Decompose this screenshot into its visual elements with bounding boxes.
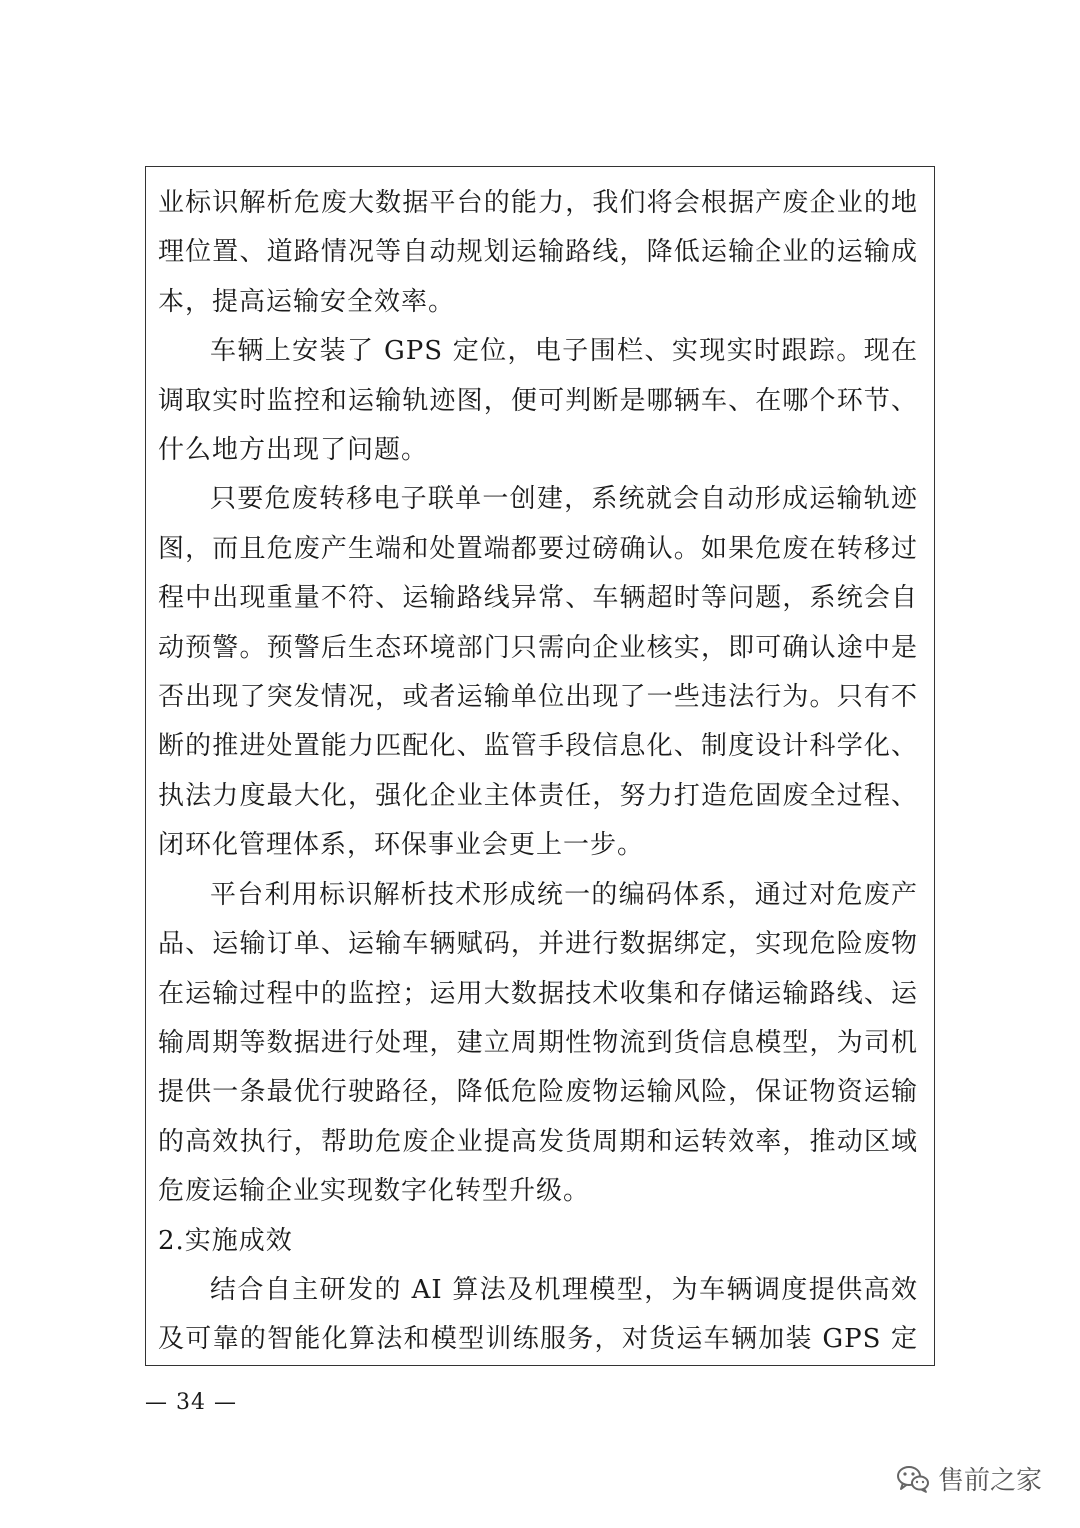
paragraph-2: 车辆上安装了 GPS 定位，电子围栏、实现实时跟踪。现在调取实时监控和运输轨迹图，便可判断是哪辆车、在哪个环节、什么地方出现了问题。 xyxy=(158,336,918,466)
paragraph-1: 业标识解析危废大数据平台的能力，我们将会根据产废企业的地理位置、道路情况等自动规划运输路线，降低运输企业的运输成本，提高运输安全效率。 xyxy=(158,188,918,317)
page-number: — 34 — xyxy=(145,1390,237,1415)
paragraph-3: 只要危废转移电子联单一创建，系统就会自动形成运输轨迹图，而且危废产生端和处置端都要过磅确认。如果危废在转移过程中出现重量不符、运输路线异常、车辆超时等问题，系统会自动预警。预警后生态环境部门只需向企业核实，即可确认途中是否出现了突发情况，或者运输单位出现了一些违法行为。只有不断的推进处置能力匹配化、监管手段信息化、制度设计科学化、执法力度最大化，强化企业主体责任，努力打造危固废全过程、闭环化管理体系，环保事业会更上一步。 xyxy=(158,484,918,861)
watermark-text: 售前之家 xyxy=(938,1466,1043,1496)
section-heading: 2.实施成效 xyxy=(158,1225,293,1256)
section-paragraph: 结合自主研发的 AI 算法及机理模型，为车辆调度提供高效及可靠的智能化算法和模型训练服务，对货运车辆加装 GPS 定 xyxy=(158,1274,918,1355)
paragraph-4: 平台利用标识解析技术形成统一的编码体系，通过对危废产品、运输订单、运输车辆赋码，并进行数据绑定，实现危险废物在运输过程中的监控；运用大数据技术收集和存储运输路线、运输周期等数据进行处理，建立周期性物流到货信息模型，为司机提供一条最优行驶路径，降低危险废物运输风险，保证物资运输的高效执行，帮助危废企业提高发货周期和运转效率，推动区域危废运输企业实现数字化转型升级。 xyxy=(158,879,918,1207)
watermark xyxy=(896,1460,1042,1497)
document-body xyxy=(158,179,918,1366)
wechat-icon xyxy=(896,1464,930,1494)
content-frame xyxy=(145,166,935,1366)
